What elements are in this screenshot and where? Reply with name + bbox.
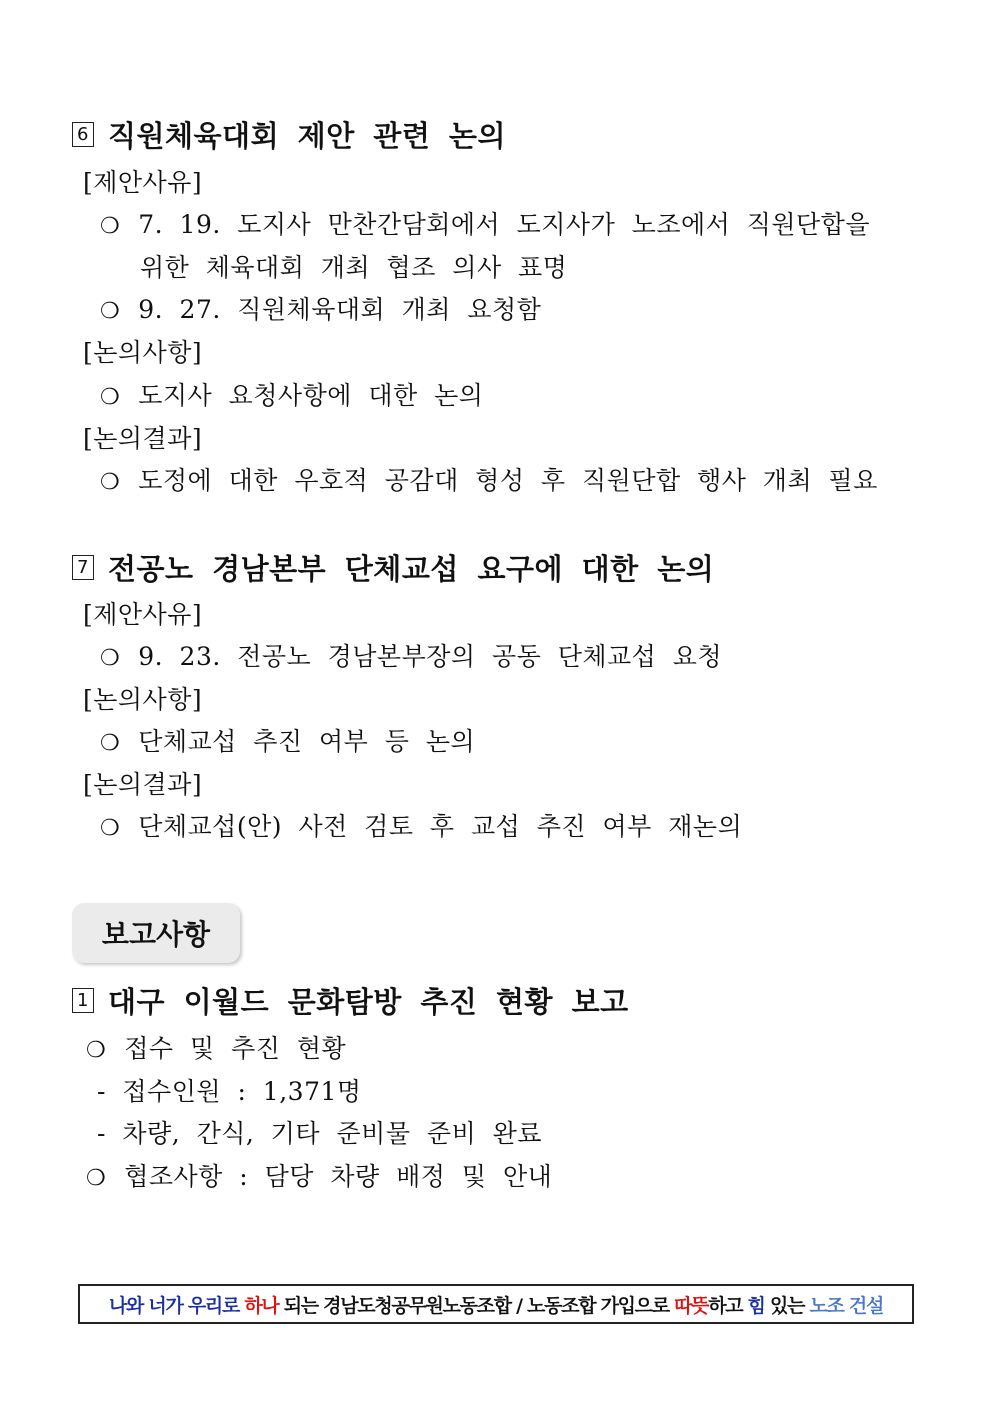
bullet-circle-icon: ❍ <box>86 1166 107 1191</box>
result-header: [논의결과] <box>83 770 203 799</box>
bullet-circle-icon: ❍ <box>100 646 121 671</box>
bullet-circle-icon: ❍ <box>100 470 121 495</box>
list-item: ❍ 도정에 대한 우호적 공감대 형성 후 직원단합 행사 개최 필요 <box>100 466 878 495</box>
slogan-part: 나와 너가 우리로 <box>109 1294 245 1317</box>
section-number-box: 6 <box>72 122 94 147</box>
slogan-part: 하고 <box>708 1294 748 1317</box>
slogan-part: 노조 건설 <box>809 1294 883 1317</box>
section-number-box: 7 <box>72 555 94 580</box>
proposal-header: [제안사유] <box>83 168 203 197</box>
section-7-title <box>72 547 714 588</box>
list-item: ❍ 단체교섭 추진 여부 등 논의 <box>100 727 476 756</box>
list-item-continuation: 위한 체육대회 개최 협조 의사 표명 <box>140 253 568 282</box>
report-badge: 보고사항 <box>72 903 240 963</box>
list-item: ❍ 9. 27. 직원체육대회 개최 요청함 <box>100 295 542 324</box>
slogan-part: 하나 <box>244 1294 279 1317</box>
sub-item: - 접수인원 : 1,371명 <box>97 1077 362 1106</box>
slogan-part: 힘 <box>747 1294 765 1317</box>
list-item: ❍ 협조사항 : 담당 차량 배정 및 안내 <box>86 1162 553 1191</box>
section-6-title <box>72 114 506 155</box>
list-item: ❍ 단체교섭(안) 사전 검토 후 교섭 추진 여부 재논의 <box>100 812 743 841</box>
result-header: [논의결과] <box>83 424 203 453</box>
list-item: ❍ 도지사 요청사항에 대한 논의 <box>100 381 484 410</box>
list-item: ❍ 7. 19. 도지사 만찬간담회에서 도지사가 노조에서 직원단합을 <box>100 210 870 239</box>
discussion-header: [논의사항] <box>83 685 203 714</box>
slogan-part: 되는 경남도청공무원노동조합 / 노동조합 가입으로 <box>278 1294 675 1317</box>
proposal-header: [제안사유] <box>83 600 203 629</box>
bullet-circle-icon: ❍ <box>100 816 121 841</box>
bullet-circle-icon: ❍ <box>100 731 121 756</box>
footer-slogan <box>78 1284 914 1324</box>
sub-item: - 차량, 간식, 기타 준비물 준비 완료 <box>97 1119 542 1148</box>
bullet-circle-icon: ❍ <box>100 385 121 410</box>
slogan-part: 따뜻 <box>674 1294 709 1317</box>
list-item: ❍ 9. 23. 전공노 경남본부장의 공동 단체교섭 요청 <box>100 642 723 671</box>
section-title-text: 전공노 경남본부 단체교섭 요구에 대한 논의 <box>108 552 715 586</box>
section-number-box: 1 <box>72 988 94 1013</box>
list-item: ❍ 접수 및 추진 현황 <box>86 1034 347 1063</box>
report-1-title <box>72 980 629 1021</box>
bullet-circle-icon: ❍ <box>100 214 121 239</box>
discussion-header: [논의사항] <box>83 338 203 367</box>
section-title-text: 직원체육대회 제안 관련 논의 <box>108 119 506 153</box>
slogan-part: 있는 <box>764 1294 810 1317</box>
bullet-circle-icon: ❍ <box>100 299 121 324</box>
bullet-circle-icon: ❍ <box>86 1038 107 1063</box>
section-title-text: 대구 이월드 문화탐방 추진 현황 보고 <box>108 985 629 1019</box>
